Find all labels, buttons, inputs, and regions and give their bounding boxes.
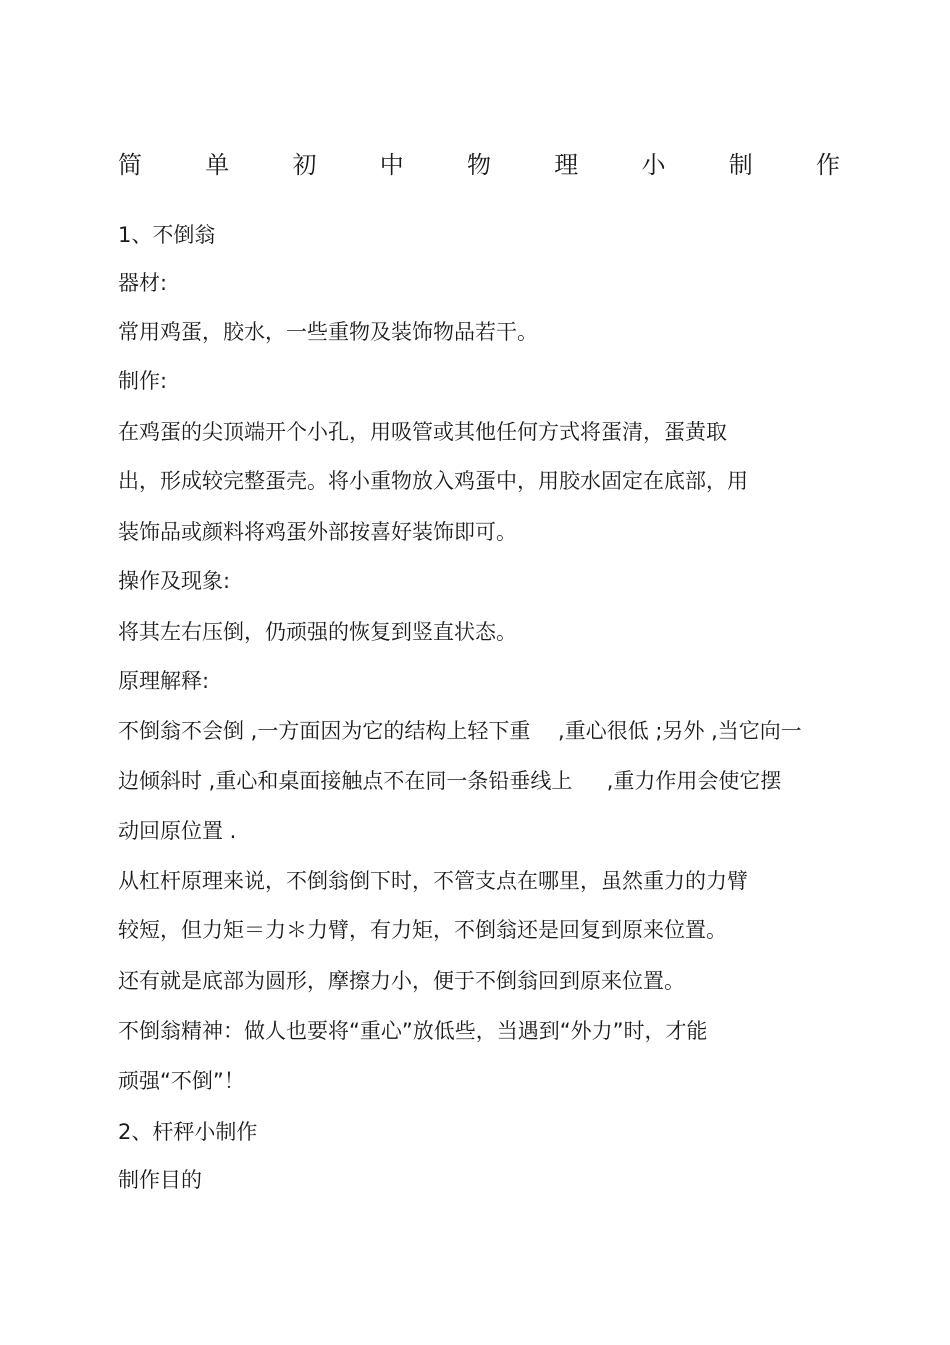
purpose-label: 制作目的 bbox=[118, 1168, 202, 1192]
principle-text-line: 边倾斜时 ,重心和桌面接触点不在同一条铅垂线上 ,重力作用会使它摆 bbox=[118, 769, 782, 793]
title-char: 作 bbox=[816, 151, 840, 179]
making-text-line: 装饰品或颜料将鸡蛋外部按喜好装饰即可。 bbox=[118, 520, 517, 544]
title-char: 小 bbox=[641, 151, 666, 179]
title-char: 单 bbox=[205, 151, 230, 179]
title-char: 中 bbox=[379, 151, 404, 179]
materials-text: 常用鸡蛋，胶水，一些重物及装饰物品若干。 bbox=[118, 320, 538, 344]
materials-label: 器材: bbox=[118, 271, 168, 295]
operation-label: 操作及现象: bbox=[118, 569, 231, 593]
principle-text-line: 较短，但力矩＝力＊力臂，有力矩，不倒翁还是回复到原来位置。 bbox=[118, 918, 727, 942]
title-char: 初 bbox=[292, 151, 317, 179]
operation-text: 将其左右压倒，仍顽强的恢复到竖直状态。 bbox=[118, 620, 517, 644]
principle-text-line: 还有就是底部为圆形，摩擦力小，便于不倒翁回到原来位置。 bbox=[118, 969, 685, 993]
title-char: 理 bbox=[554, 151, 579, 179]
principle-label: 原理解释: bbox=[118, 669, 210, 693]
principle-text-line: 从杠杆原理来说，不倒翁倒下时，不管支点在哪里，虽然重力的力臂 bbox=[118, 869, 748, 893]
principle-text-line: 顽强“不倒”！ bbox=[118, 1069, 245, 1093]
principle-text-line: 不倒翁精神：做人也要将“重心”放低些，当遇到“外力”时，才能 bbox=[118, 1019, 708, 1043]
title-char: 制 bbox=[728, 151, 753, 179]
title-char: 简 bbox=[118, 151, 142, 179]
making-text-line: 出，形成较完整蛋壳。将小重物放入鸡蛋中，用胶水固定在底部，用 bbox=[118, 469, 748, 493]
section1-heading: 1、不倒翁 bbox=[118, 223, 216, 247]
principle-text-line: 动回原位置 . bbox=[118, 819, 237, 843]
document-title bbox=[118, 148, 840, 182]
title-char: 物 bbox=[467, 151, 491, 179]
principle-text-line: 不倒翁不会倒 ,一方面因为它的结构上轻下重 ,重心很低 ;另外 ,当它向一 bbox=[118, 719, 802, 743]
making-label: 制作: bbox=[118, 369, 168, 393]
making-text-line: 在鸡蛋的尖顶端开个小孔，用吸管或其他任何方式将蛋清，蛋黄取 bbox=[118, 420, 727, 444]
section2-heading: 2、杆秤小制作 bbox=[118, 1120, 258, 1144]
